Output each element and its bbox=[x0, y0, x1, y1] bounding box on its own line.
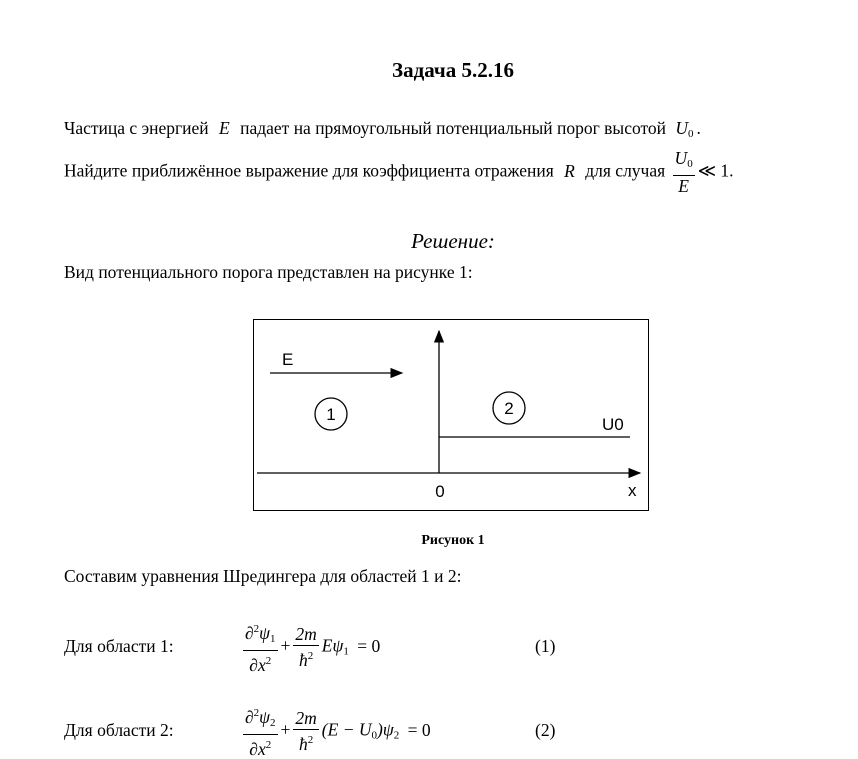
problem-text: Найдите приближённое выражение для коэффициента отражения bbox=[64, 160, 554, 181]
punctuation: . bbox=[696, 118, 701, 138]
problem-line-2 bbox=[64, 149, 734, 196]
problem-title: Задача 5.2.16 bbox=[392, 58, 514, 82]
problem-line-1 bbox=[64, 118, 701, 140]
equation-1-label: Для области 1: bbox=[64, 636, 174, 656]
region-2-label: 2 bbox=[504, 399, 514, 418]
problem-text: для случая bbox=[585, 160, 666, 181]
origin-label: 0 bbox=[435, 482, 445, 501]
step-height-label: U0 bbox=[602, 415, 624, 434]
equation-1-number: (1) bbox=[535, 636, 556, 656]
figure-caption: Рисунок 1 bbox=[421, 533, 485, 548]
region-1-label: 1 bbox=[326, 405, 336, 424]
reflection-symbol: R bbox=[564, 160, 575, 181]
solution-heading: Решение: bbox=[411, 229, 495, 253]
threshold-symbol: $U_0$ bbox=[675, 118, 694, 140]
equation-2: $\frac{\partial^2\psi_2}{\partial x^2}$ + $\frac{2m}{ħ^2}$ $(E - U_0)\psi_2 = 0$ bbox=[240, 704, 431, 759]
equation-2-label: Для области 2: bbox=[64, 720, 174, 740]
energy-label: E bbox=[282, 350, 294, 369]
energy-symbol: E bbox=[219, 118, 230, 138]
condition-relation: ≪ 1. bbox=[697, 160, 734, 181]
equation-2-number: (2) bbox=[535, 720, 556, 740]
potential-step-figure bbox=[253, 319, 649, 511]
figure-intro: Вид потенциального порога представлен на рисунке 1: bbox=[64, 262, 473, 282]
problem-text: падает на прямоугольный потенциальный порог высотой bbox=[240, 118, 667, 138]
potential-step-diagram bbox=[254, 320, 648, 510]
problem-text: Частица с энергией bbox=[64, 118, 209, 138]
schrodinger-intro: Составим уравнения Шредингера для областей 1 и 2: bbox=[64, 566, 462, 586]
condition-fraction: $\frac{U_0}{E}$ bbox=[674, 148, 693, 196]
x-axis-label: x bbox=[628, 481, 637, 500]
equation-1: $\frac{\partial^2\psi_1}{\partial x^2}$ + $\frac{2m}{ħ^2}$ $E\psi_1 = 0$ bbox=[240, 620, 380, 675]
